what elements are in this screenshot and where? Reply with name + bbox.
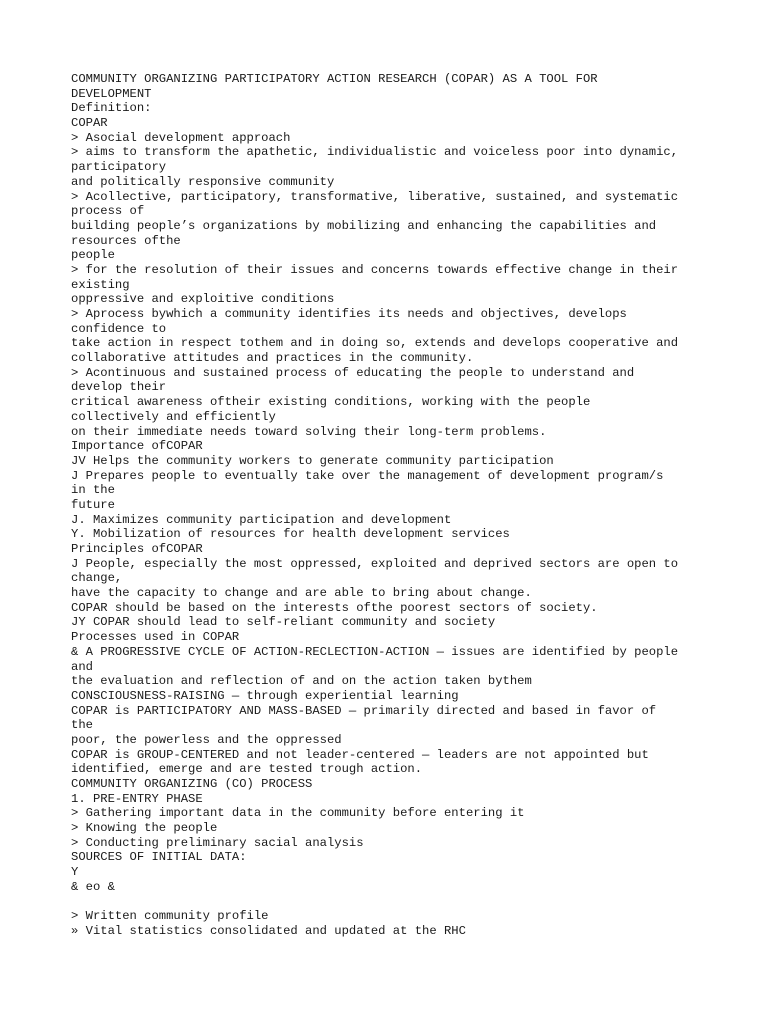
co-process-heading: COMMUNITY ORGANIZING (CO) PROCESS	[71, 777, 313, 791]
text-line: CONSCIOUSNESS-RAISING — through experiential learning	[71, 688, 459, 703]
text-line: > aims to transform the apathetic, individualistic and voiceless poor into dynamic,	[71, 145, 679, 160]
text-line: take action in respect tothem and in doing so, extends and develops cooperative and	[71, 336, 679, 351]
text-line: > Asocial development approach	[71, 130, 291, 145]
text-line: > Written community profile	[71, 909, 269, 924]
processes-heading: Processes used in COPAR	[71, 630, 240, 645]
text-line: poor, the powerless and the oppressed	[71, 732, 342, 747]
pre-entry-heading: 1. PRE-ENTRY PHASE	[71, 791, 203, 806]
doc-title-line-1: COMMUNITY ORGANIZING PARTICIPATORY ACTION RESEARCH (COPAR) AS A TOOL FOR	[71, 72, 598, 86]
text-line: » Vital statistics consolidated and updated at the RHC	[71, 923, 466, 938]
text-line: building people’s organizations by mobilizing and enhancing the capabilities and	[71, 218, 657, 233]
text-line: & A PROGRESSIVE CYCLE OF ACTION-RECLECTION-ACTION — issues are identified by people	[71, 644, 679, 659]
text-line: J. Maximizes community participation and development	[71, 512, 452, 527]
text-line: existing	[71, 277, 130, 292]
text-line: the	[71, 718, 93, 733]
text-line: > Acollective, participatory, transformative, liberative, sustained, and systematic	[71, 189, 679, 204]
text-line: COPAR is PARTICIPATORY AND MASS-BASED — primarily directed and based in favor of	[71, 703, 657, 718]
text-line: the evaluation and reflection of and on the action taken bythem	[71, 674, 532, 689]
sources-heading: SOURCES OF INITIAL DATA:	[71, 850, 247, 865]
text-line: future	[71, 497, 115, 512]
definition-heading: Definition:	[71, 101, 152, 116]
text-line: > for the resolution of their issues and concerns towards effective change in their	[71, 262, 679, 277]
text-line: resources ofthe	[71, 233, 181, 248]
doc-title-line-2: DEVELOPMENT	[71, 86, 152, 101]
text-line: and politically responsive community	[71, 174, 335, 189]
text-line: oppressive and exploitive conditions	[71, 292, 335, 307]
text-line: Y. Mobilization of resources for health development services	[71, 527, 510, 542]
text-line: confidence to	[71, 321, 167, 336]
text-line: identified, emerge and are tested trough action.	[71, 762, 423, 777]
text-line: COPAR is GROUP-CENTERED and not leader-centered — leaders are not appointed but	[71, 747, 649, 762]
text-line: > Acontinuous and sustained process of educating the people to understand and	[71, 365, 635, 380]
text-line: in the	[71, 483, 115, 498]
text-line: > Conducting preliminary sacial analysis	[71, 835, 364, 850]
blank-line	[71, 895, 731, 910]
copar-heading: COPAR	[71, 116, 108, 131]
document-page	[71, 72, 731, 939]
text-line: change,	[71, 571, 123, 586]
text-line: > Gathering important data in the community before entering it	[71, 806, 525, 821]
importance-heading: Importance ofCOPAR	[71, 439, 203, 454]
text-line: have the capacity to change and are able to bring about change.	[71, 586, 532, 601]
text-line: J People, especially the most oppressed, exploited and deprived sectors are open to	[71, 556, 679, 571]
text-line: process of	[71, 204, 145, 219]
text-line: and	[71, 659, 93, 674]
text-line: on their immediate needs toward solving their long-term problems.	[71, 424, 547, 439]
principles-heading: Principles ofCOPAR	[71, 542, 203, 556]
text-line: COPAR should be based on the interests ofthe poorest sectors of society.	[71, 600, 598, 615]
text-line: people	[71, 248, 115, 263]
text-line: collectively and efficiently	[71, 409, 276, 424]
text-line: JV Helps the community workers to generate community participation	[71, 453, 554, 468]
text-line: critical awareness oftheir existing conditions, working with the people	[71, 395, 591, 410]
text-line: J Prepares people to eventually take over the management of development program/s	[71, 468, 664, 483]
text-line: develop their	[71, 380, 167, 395]
text-line: Y	[71, 865, 79, 880]
text-line: & eo &	[71, 879, 115, 894]
text-line: JY COPAR should lead to self-reliant community and society	[71, 615, 496, 630]
text-line: participatory	[71, 160, 167, 175]
text-line: collaborative attitudes and practices in the community.	[71, 351, 474, 366]
text-line: > Knowing the people	[71, 821, 218, 836]
text-line: > Aprocess bywhich a community identifies its needs and objectives, develops	[71, 307, 627, 321]
